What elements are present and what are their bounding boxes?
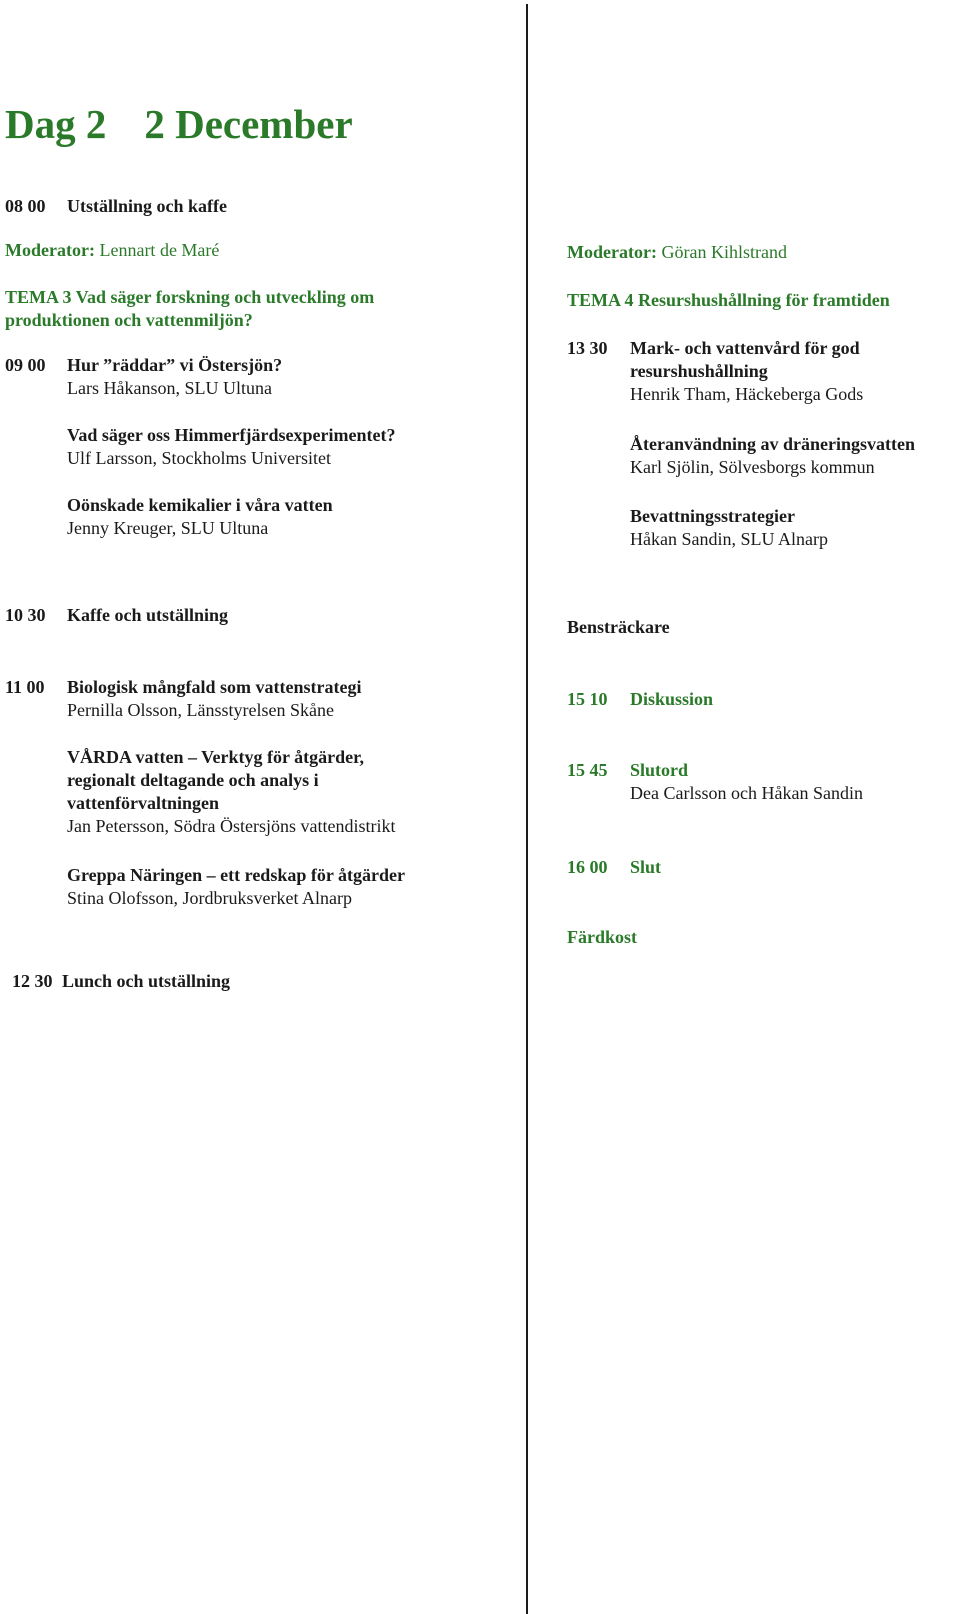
- item-speaker: Lars Håkanson, SLU Ultuna: [67, 378, 272, 398]
- time-label: 16 00: [567, 857, 608, 877]
- agenda-item-varda: [67, 746, 395, 838]
- item-title: Slutord: [630, 760, 689, 780]
- item-title: Lunch och utställning: [62, 971, 231, 991]
- moderator-label: Moderator:: [567, 242, 657, 262]
- item-speaker: Ulf Larsson, Stockholms Universitet: [67, 448, 331, 468]
- item-speaker: Karl Sjölin, Sölvesborgs kommun: [630, 457, 875, 477]
- item-title-line2: regionalt deltagande och analys i: [67, 770, 319, 790]
- item-title: Bevattningsstrategier: [630, 506, 795, 526]
- tema3-heading: [5, 286, 374, 332]
- moderator-right: [567, 241, 787, 264]
- moderator-name: Lennart de Maré: [99, 240, 220, 260]
- item-speaker: Jan Petersson, Södra Östersjöns vattendistrikt: [67, 816, 396, 836]
- agenda-item-1330: [567, 337, 863, 406]
- item-speaker: Håkan Sandin, SLU Alnarp: [630, 529, 828, 549]
- time-label: 13 30: [567, 338, 608, 358]
- column-divider: [526, 4, 528, 1614]
- agenda-item-fardkost: Färdkost: [567, 927, 638, 947]
- moderator-left: [5, 239, 219, 262]
- agenda-item-greppa: [67, 864, 405, 910]
- agenda-item-1545: [567, 759, 863, 805]
- agenda-item-1600: [567, 856, 661, 879]
- item-title-line1: Mark- och vattenvård för god: [630, 338, 860, 358]
- agenda-item-1030: [5, 604, 228, 627]
- time-label: 15 45: [567, 760, 608, 780]
- agenda-item-himmerfjard: [67, 424, 395, 470]
- item-title: Slut: [630, 857, 662, 877]
- item-title: Biologisk mångfald som vattenstrategi: [67, 677, 362, 697]
- item-title: Vad säger oss Himmerfjärdsexperimentet?: [67, 425, 396, 445]
- item-title: Kaffe och utställning: [67, 605, 229, 625]
- time-label: 08 00: [5, 196, 46, 216]
- item-title: Hur ”räddar” vi Östersjön?: [67, 355, 283, 375]
- time-label: 09 00: [5, 355, 46, 375]
- item-title: Utställning och kaffe: [67, 196, 228, 216]
- agenda-item-1230: [12, 970, 230, 993]
- item-title-line3: vattenförvaltningen: [67, 793, 219, 813]
- agenda-item-bevattning: [630, 505, 828, 551]
- time-label: 11 00: [5, 677, 45, 697]
- agenda-item-0800: [5, 195, 227, 218]
- agenda-item-kemikalier: [67, 494, 333, 540]
- item-speaker: Pernilla Olsson, Länsstyrelsen Skåne: [67, 700, 334, 720]
- agenda-item-benstrackare: Bensträckare: [567, 617, 670, 637]
- item-title: Återanvändning av dräneringsvatten: [630, 434, 916, 454]
- time-label: 12 30: [12, 971, 53, 991]
- item-speaker: Henrik Tham, Häckeberga Gods: [630, 384, 864, 404]
- page-title: [5, 100, 353, 148]
- moderator-label: Moderator:: [5, 240, 95, 260]
- item-speaker: Dea Carlsson och Håkan Sandin: [630, 783, 863, 803]
- item-title: Oönskade kemikalier i våra vatten: [67, 495, 333, 515]
- agenda-item-0900: [5, 354, 282, 400]
- time-label: 15 10: [567, 689, 608, 709]
- item-title-line1: VÅRDA vatten – Verktyg för åtgärder,: [67, 747, 364, 767]
- item-title-line2: resurshushållning: [630, 361, 768, 381]
- moderator-name: Göran Kihlstrand: [661, 242, 787, 262]
- day-label: Dag 2: [5, 101, 107, 147]
- date-label: 2 December: [144, 101, 353, 147]
- item-title: Diskussion: [630, 689, 714, 709]
- tema3-line2: produktionen och vattenmiljön?: [5, 310, 253, 330]
- item-speaker: Stina Olofsson, Jordbruksverket Alnarp: [67, 888, 352, 908]
- agenda-item-1510: [567, 688, 713, 711]
- time-label: 10 30: [5, 605, 46, 625]
- item-title: Greppa Näringen – ett redskap för åtgärder: [67, 865, 405, 885]
- agenda-item-1100: [5, 676, 362, 722]
- tema4-heading: TEMA 4 Resurshushållning för framtiden: [567, 290, 890, 310]
- tema3-line1: TEMA 3 Vad säger forskning och utveckling om: [5, 287, 375, 307]
- agenda-item-ateranvandning: [630, 433, 915, 479]
- item-speaker: Jenny Kreuger, SLU Ultuna: [67, 518, 269, 538]
